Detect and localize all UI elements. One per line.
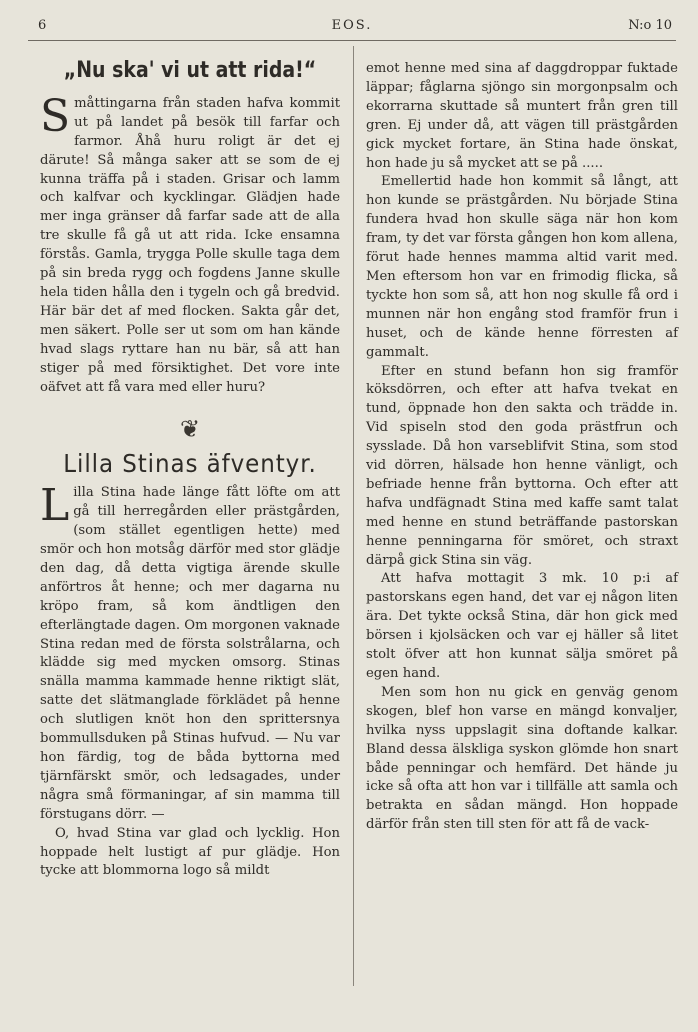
story1-title: „Nu ska' vi ut att rida!“ bbox=[63, 58, 317, 83]
page-number: 6 bbox=[38, 18, 47, 33]
left-column bbox=[40, 50, 340, 881]
right-column bbox=[366, 60, 678, 835]
story2-paragraph-3: emot henne med sina af daggdroppar fuktade läppar; fåglarna sjöngo sin morgonpsalm och ekorrarna skuttade så muntert från gren till gren. Ej under då, att vägen till prästgården gick mycket fortare, än Stina hade önskat, hon hade ju så mycket att se på ..... bbox=[366, 61, 678, 171]
column-divider bbox=[353, 46, 354, 986]
flower-ornament-icon: ❦ bbox=[179, 415, 201, 444]
story2-title: Lilla Stinas äfventyr. bbox=[63, 449, 317, 479]
issue-number: N:o 10 bbox=[628, 18, 672, 33]
story2-paragraph-4: Emellertid hade hon kommit så långt, att hon kunde se prästgården. Nu började Stina fundera hvad hon skulle säga när hon kom fram, ty det var första gången hon kom allena, förut hade hennes mamma altid varit med. Men eftersom hon var en frimodig flicka, så tyckte hon som så, att hon nog skulle få ord i munnen när hon engång stod framför frun i huset, och de kände henne förresten af gammalt. bbox=[366, 174, 678, 360]
story2-paragraph-2: O, hvad Stina var glad och lycklig. Hon hoppade helt lustigt af pur glädje. Hon tycke att blommorna logo så mildt bbox=[40, 825, 340, 879]
journal-title: EOS. bbox=[331, 18, 373, 33]
story2-paragraph-7: Men som hon nu gick en genväg genom skogen, blef hon varse en mängd konvaljer, hvilka nyss uppslagit sina doftande kalkar. Bland dessa älskliga syskon glömde hon snart både penningar och hemfärd. Det hände ju icke så ofta att hon var i tillfälle att samla och betrakta en sådan mängd. Hon hoppade därför från sten till sten för att få de vack- bbox=[366, 684, 678, 833]
story1-drop-cap: S bbox=[40, 90, 71, 142]
story1-text: måttingarna från staden hafva kommit ut på landet på besök till farfar och farmor. Åhå huru roligt är det ej därute! Så många saker att se som de ej kunna träffa på i staden. Grisar och lamm och kalfvar och kycklingar. Glädjen hade mer inga gränser då farfar sade att de alla tre skulle få gå ut att rida. Icke ensamna förstås. Gamla, trygga Polle skulle taga dem på sin breda rygg och fogdens Janne skulle hela tiden hålla den i tygeln och gå bredvid. Här bär det af med flocken. Sakta går det, men säkert. Polle ser ut som om han kände hvad slags ryttare han nu bär, så att han stiger på med försiktighet. Det vore inte oäfvet att få vara med eller huru? bbox=[40, 95, 340, 395]
story2-paragraph-1 bbox=[40, 480, 340, 824]
page-header bbox=[28, 18, 676, 41]
story2-paragraph-6: Att hafva mottagit 3 mk. 10 p:i af pastorskans egen hand, det var ej någon liten ära. Det tykte också Stina, där hon gick med börsen i kjolsäcken och var ej häller så litet stolt öfver att hon kunnat sälja smöret på egen hand. bbox=[366, 571, 678, 681]
story1-paragraph bbox=[40, 90, 340, 398]
story2-drop-cap: L bbox=[40, 480, 70, 532]
story2-paragraph-5: Efter en stund befann hon sig framför köksdörren, och efter att hafva tvekat en tund, öppnade hon den sakta och trädde in. Vid spiseln stod den goda prästfrun och sysslade. Då hon varseblifvit Stina, som stod vid dörren, hälsade hon henne vänligt, och befriade henne från byttorna. Och efter att hafva undfägnadt Stina med kaffe samt talat med henne en stund beträffande pastorskan henne penningarna för smöret, och straxt därpå gick Stina sin väg. bbox=[366, 363, 678, 568]
story2-p1-text: illa Stina hade länge fått löfte om att gå till herregården eller prästgården, (som stället egentligen hette) med smör och hon motsåg därför med stor glädje den dag, då detta vigtiga ärende skulle anförtros åt henne; och mer dagarna nu kröpo fram, så kom ändtligen den efterlängtade dagen. Om morgonen vaknade Stina redan med de första solstrålarna, och klädde sig med mycken omsorg. Stinas snälla mamma kammade henne riktigt slät, satte det slätmanglade förklädet på henne och slutligen knöt hon den sprittersnya bommullsduken på Stinas hufvud. — Nu var hon färdig, tog de båda byttorna med tjärnfärskt smör, och ledsagades, under några små förmaningar, af sin mamma till förstugans dörr. — bbox=[40, 485, 340, 822]
